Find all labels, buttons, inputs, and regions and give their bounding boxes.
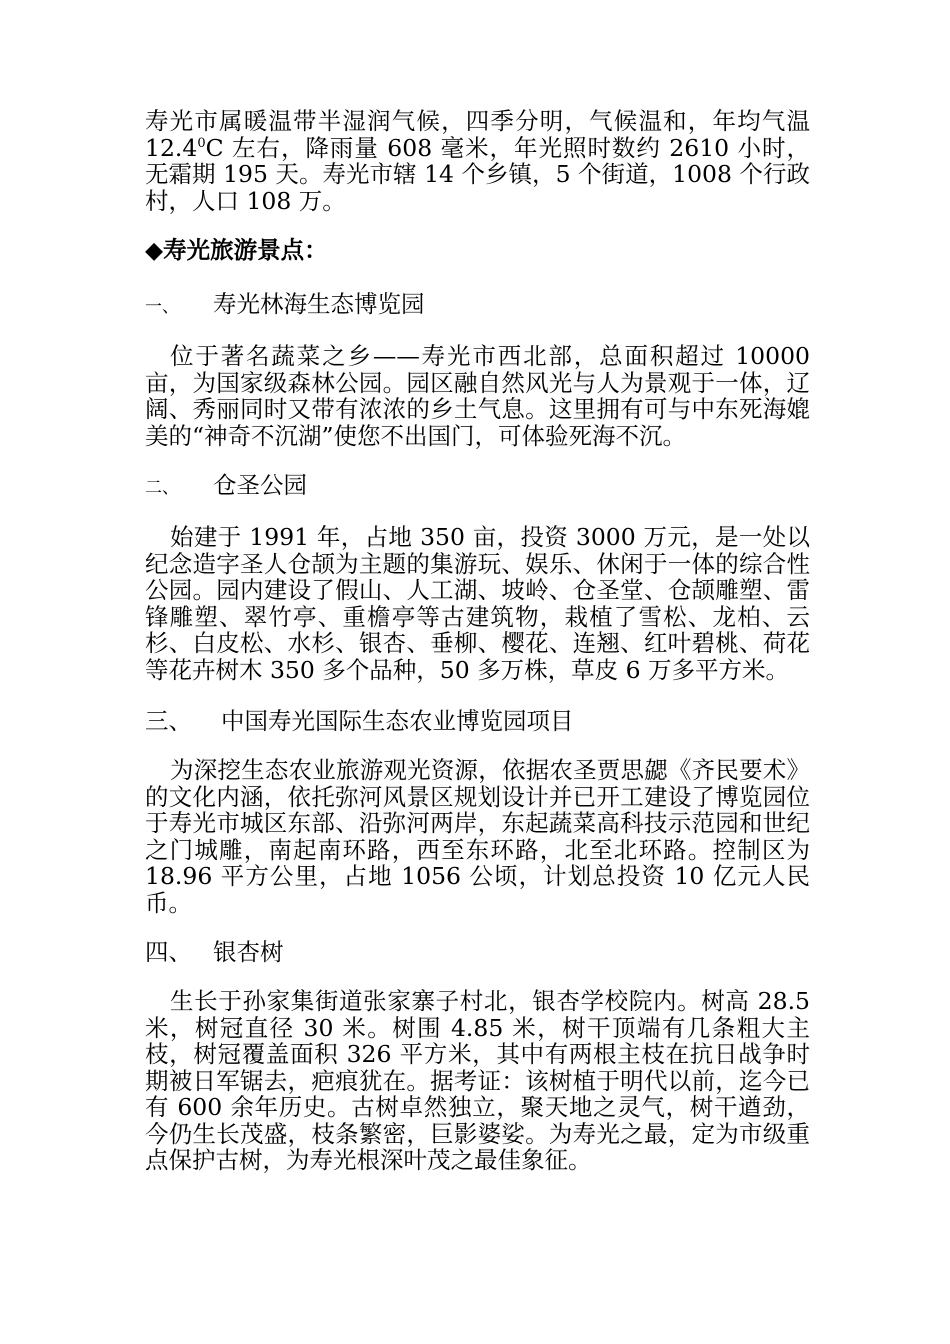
item-body-2: 始建于 1991 年，占地 350 亩，投资 3000 万元，是一处以纪念造字圣人仓颉为主题的集游玩、娱乐、休闲于一体的综合性公园。园内建设了假山、人工湖、坡岭、仓圣堂、仓颉雕塑、雷锋雕塑、翠竹亭、重檐亭等古建筑物，栽植了雪松、龙柏、云杉、白皮松、水杉、银杏、垂柳、樱花、连翘、红叶碧桃、荷花等花卉树木 350 多个品种，50 多万株，草皮 6 万多平方米。 (145, 523, 810, 684)
item-title-4: 银杏树 (213, 938, 284, 966)
section-heading: ◆寿光旅游景点： (145, 236, 328, 264)
item-heading-4 (145, 938, 810, 966)
document-page (145, 108, 810, 1174)
item-number-2: 二、 (145, 478, 179, 498)
item-heading-2 (145, 471, 810, 502)
item-number-4: 四、 (145, 938, 192, 966)
degree-superscript: 0 (197, 135, 206, 151)
item-body-1: 位于著名蔬菜之乡——寿光市西北部，总面积超过 10000 亩，为国家级森林公园。园区融自然风光与人为景观于一体，辽阔、秀丽同时又带有浓浓的乡土气息。这里拥有可与中东死海媲美的“神奇不沉湖”使您不出国门，可体验死海不沉。 (145, 342, 810, 450)
item-title-1: 寿光林海生态博览园 (213, 290, 425, 318)
item-body-3: 为深挖生态农业旅游观光资源，依据农圣贾思勰《齐民要术》的文化内涵，依托弥河风景区规划设计并已开工建设了博览园位于寿光市城区东部、沿弥河两岸，东起蔬菜高科技示范园和世纪之门城雕，南起南环路，西至东环路，北至北环路。控制区为 18.96 平方公里，占地 1056 公顷，计划总投资 10 亿元人民币。 (145, 756, 810, 917)
item-body-4: 生长于孙家集街道张家寨子村北，银杏学校院内。树高 28.5 米，树冠直径 30 米。树围 4.85 米，树干顶端有几条粗大主枝，树冠覆盖面积 326 平方米，其中有两根主枝在抗日战争时期被日军锯去，疤痕犹在。据考证：该树植于明代以前，迄今已有 600 余年历史。古树卓然独立，聚天地之灵气，树干遒劲，今仍生长茂盛，枝条繁密，巨影婆娑。为寿光之最，定为市级重点保护古树，为寿光根深叶茂之最佳象征。 (145, 987, 810, 1174)
item-title-3: 中国寿光国际生态农业博览园项目 (221, 707, 574, 735)
intro-text-pre: 寿光市属暖温带半湿润气候，四季分明，气候温和，年均气温 12.4 (145, 107, 810, 162)
item-number-3: 三、 (145, 707, 192, 735)
intro-text-post: C 左右，降雨量 608 毫米，年光照时数约 2610 小时，无霜期 195 天。寿光市辖 14 个乡镇，5 个街道，1008 个行政村，人口 108 万。 (145, 133, 810, 215)
item-number-1: 一、 (145, 297, 179, 317)
intro-paragraph (145, 108, 810, 214)
item-heading-3 (145, 707, 810, 735)
item-heading-1 (145, 290, 810, 321)
item-title-2: 仓圣公园 (213, 471, 307, 499)
